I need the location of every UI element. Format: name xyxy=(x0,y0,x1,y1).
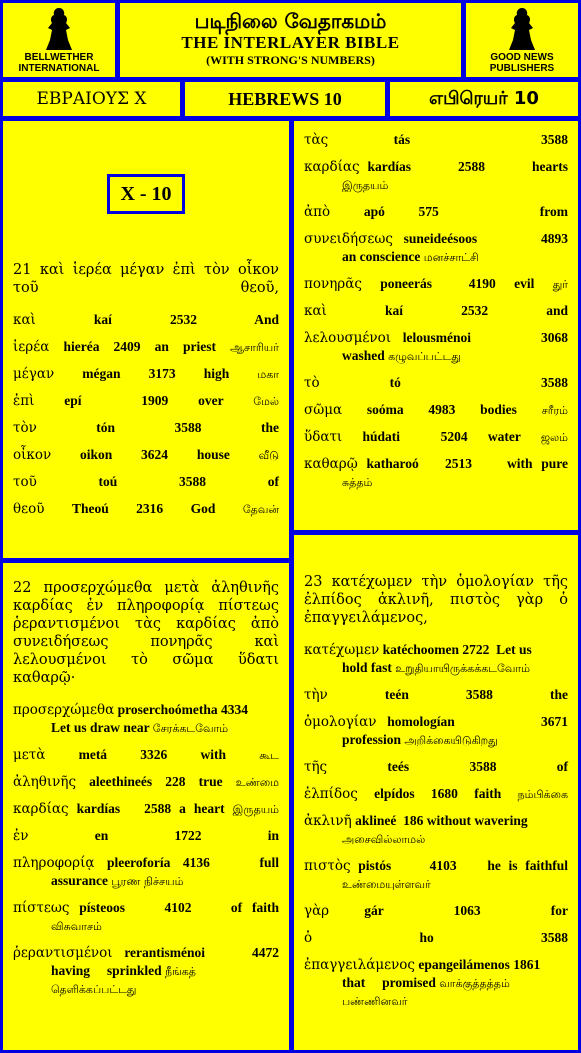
tamil-gloss: ஆசாரியர் xyxy=(230,341,279,354)
transliteration-gloss: kardías 2588 hearts xyxy=(367,159,568,174)
word-entry-line xyxy=(304,902,568,920)
greek-word: καὶ xyxy=(304,303,327,319)
transliteration-gloss: epí 1909 over xyxy=(64,393,224,408)
verse-22-continued-panel xyxy=(291,118,581,533)
verse-23-panel xyxy=(291,532,581,1053)
word-entry xyxy=(13,311,279,329)
word-entry xyxy=(304,812,568,848)
english-gloss: Let us draw near xyxy=(51,720,150,735)
word-entry-line xyxy=(304,428,568,446)
good-news-logo-text: GOOD NEWS PUBLISHERS xyxy=(489,52,555,74)
greek-word: ἐλπίδος xyxy=(304,786,358,802)
transliteration-gloss: húdati 5204 water xyxy=(362,429,521,444)
greek-word: τοῦ xyxy=(13,474,37,490)
transliteration-gloss: soóma 4983 bodies xyxy=(366,402,517,417)
word-entry-line xyxy=(13,446,279,464)
greek-word: ἱερέα xyxy=(13,339,50,355)
greek-word: ὁ xyxy=(304,930,313,946)
greek-word: τῆς xyxy=(304,759,328,775)
transliteration-gloss: mégan 3173 high xyxy=(82,366,230,381)
word-entry xyxy=(304,230,568,266)
tamil-gloss: கூட xyxy=(259,749,280,762)
bellwether-logo-text: BELLWETHER INTERNATIONAL xyxy=(18,52,100,74)
word-entry-line xyxy=(304,203,568,221)
greek-word: οἶκον xyxy=(13,447,52,463)
word-entry-line xyxy=(13,419,279,437)
word-entry-line xyxy=(304,374,568,392)
greek-word: πονηρᾶς xyxy=(304,276,362,292)
english-gloss: having sprinkled xyxy=(51,963,162,978)
tamil-gloss: சுத்தம் xyxy=(342,476,373,489)
tamil-gloss: சேரக்கடவோம் xyxy=(152,722,229,735)
word-entry-line xyxy=(13,311,279,329)
title-block xyxy=(117,0,464,80)
word-entry-line xyxy=(13,800,279,818)
word-entry xyxy=(13,701,279,737)
word-entry xyxy=(304,428,568,446)
word-entry xyxy=(13,827,279,845)
word-entry-continuation xyxy=(304,473,568,491)
word-entry xyxy=(304,158,568,194)
transliteration-gloss: katéchoomen 2722 Let us xyxy=(382,642,532,657)
word-entry-line xyxy=(13,701,279,719)
word-entry-line xyxy=(13,746,279,764)
greek-word: πίστεως xyxy=(13,900,70,916)
transliteration-gloss: pistós 4103 he is faithful xyxy=(358,858,568,873)
transliteration-gloss: kardías 2588 a heart xyxy=(76,801,225,816)
verse-22-word-list xyxy=(13,701,279,998)
word-entry xyxy=(304,275,568,293)
title-sub: (WITH STRONG'S NUMBERS) xyxy=(206,53,375,67)
word-entry xyxy=(13,773,279,791)
tamil-gloss: கழுவப்பட்டது xyxy=(388,350,461,363)
word-entry-line xyxy=(13,827,279,845)
english-gloss: washed xyxy=(342,348,385,363)
greek-word: γὰρ xyxy=(304,903,330,919)
transliteration-gloss: hieréa 2409 an priest xyxy=(63,339,217,354)
title-tamil: படிநிலை வேதாகமம் xyxy=(194,9,387,33)
greek-word: μετὰ xyxy=(13,747,46,763)
chapter-label: X - 10 xyxy=(107,174,185,214)
word-entry-continuation xyxy=(304,659,568,677)
transliteration-gloss: suneideésoos 4893 xyxy=(403,231,569,246)
word-entry xyxy=(13,746,279,764)
word-entry-continuation xyxy=(304,176,568,194)
english-gloss: assurance xyxy=(51,873,108,888)
greek-word: καθαρῷ xyxy=(304,456,358,472)
greek-word: ῥεραντισμένοι xyxy=(13,945,113,961)
transliteration-gloss: písteoos 4102 of faith xyxy=(79,900,280,915)
word-entry xyxy=(304,956,568,1010)
transliteration-gloss: kaí 2532 and xyxy=(384,303,568,318)
greek-word: ἀκλινῆ xyxy=(304,813,352,829)
word-entry xyxy=(13,392,279,410)
verse-21-text: 21 καὶ ἱερέα μέγαν ἐπὶ τὸν οἶκον τοῦ θεοῦ, xyxy=(13,262,279,296)
transliteration-gloss: en 1722 in xyxy=(94,828,279,843)
word-entry-continuation xyxy=(304,830,568,848)
greek-word: προσερχώμεθα xyxy=(13,702,115,718)
greek-word: ἀληθινῆς xyxy=(13,774,77,790)
tamil-gloss: மகா xyxy=(257,368,280,381)
word-entry xyxy=(13,944,279,998)
transliteration-gloss: poneerás 4190 evil xyxy=(380,276,535,291)
transliteration-gloss: tón 3588 the xyxy=(96,420,280,435)
greek-word: τὸ xyxy=(304,375,320,391)
word-entry xyxy=(13,365,279,383)
english-gloss: hold fast xyxy=(342,660,392,675)
word-entry-line xyxy=(304,812,568,830)
transliteration-gloss: apó 575 from xyxy=(363,204,569,219)
greek-word: κατέχωμεν xyxy=(304,642,380,658)
word-entry-continuation xyxy=(13,917,279,935)
word-entry xyxy=(304,455,568,491)
word-entry xyxy=(304,131,568,149)
word-entry-continuation xyxy=(304,731,568,749)
verse-21-panel xyxy=(0,118,292,561)
transliteration-gloss: ho 3588 xyxy=(419,930,568,945)
greek-word: ἀπὸ xyxy=(304,204,331,220)
word-entry xyxy=(13,419,279,437)
greek-word: καὶ xyxy=(13,312,36,328)
greek-word: πληροφορίᾳ xyxy=(13,855,95,871)
greek-word: ὕδατι xyxy=(304,429,343,445)
word-entry-line xyxy=(304,455,568,473)
transliteration-gloss: elpídos 1680 faith xyxy=(374,786,502,801)
greek-word: τὰς xyxy=(304,132,329,148)
book-english-label: HEBREWS 10 xyxy=(228,88,342,109)
word-entry-continuation xyxy=(304,248,568,266)
word-entry xyxy=(304,329,568,365)
transliteration-gloss: toú 3588 of xyxy=(98,474,280,489)
verse-22-continued-word-list xyxy=(304,131,568,491)
transliteration-gloss: aleethineés 228 true xyxy=(89,774,223,789)
word-entry xyxy=(13,338,279,356)
word-entry-line xyxy=(13,773,279,791)
greek-word: μέγαν xyxy=(13,366,55,382)
word-entry-line xyxy=(13,944,279,962)
word-entry-line xyxy=(13,500,279,518)
tamil-gloss: இருதயம் xyxy=(232,803,280,816)
word-entry xyxy=(304,785,568,803)
word-entry-line xyxy=(304,686,568,704)
word-entry xyxy=(304,929,568,947)
word-entry xyxy=(304,374,568,392)
tamil-gloss: வீடு xyxy=(258,449,280,462)
word-entry-line xyxy=(13,473,279,491)
word-entry-line xyxy=(304,275,568,293)
transliteration-gloss: tás 3588 xyxy=(393,132,569,147)
word-entry-line xyxy=(304,785,568,803)
word-entry xyxy=(304,713,568,749)
word-entry xyxy=(13,800,279,818)
word-entry-line xyxy=(304,302,568,320)
word-entry xyxy=(304,302,568,320)
verse-21-word-list xyxy=(13,311,279,518)
greek-word: πιστὸς xyxy=(304,858,351,874)
book-english xyxy=(182,79,388,119)
greek-word: σῶμα xyxy=(304,402,343,418)
tamil-gloss: துர் xyxy=(552,278,568,291)
word-entry xyxy=(304,203,568,221)
tamil-gloss: பூரண நிச்சயம் xyxy=(111,875,184,888)
english-gloss: profession xyxy=(342,732,402,747)
figure-logo-icon xyxy=(502,6,542,52)
transliteration-gloss: katharoó 2513 with pure xyxy=(366,456,568,471)
word-entry xyxy=(13,446,279,464)
transliteration-gloss: metá 3326 with xyxy=(78,747,226,762)
word-entry-line xyxy=(13,854,279,872)
word-entry-line xyxy=(304,401,568,419)
tamil-gloss: வாக்குத்தத்தம் பண்ணினவர் xyxy=(342,977,510,1008)
tamil-gloss: நம்பிக்கை xyxy=(517,788,568,801)
title-main: THE INTERLAYER BIBLE xyxy=(181,33,400,52)
tamil-gloss: நீங்கத் தெளிக்கப்பட்டது xyxy=(51,965,196,996)
greek-word: καρδίας xyxy=(304,159,360,175)
word-entry xyxy=(304,641,568,677)
word-entry xyxy=(304,902,568,920)
word-entry-line xyxy=(304,131,568,149)
greek-word: συνειδήσεως xyxy=(304,231,393,247)
word-entry-line xyxy=(304,758,568,776)
word-entry-line xyxy=(13,392,279,410)
word-entry xyxy=(13,899,279,935)
tamil-gloss: தேவன் xyxy=(242,503,280,516)
word-entry xyxy=(304,758,568,776)
word-entry-line xyxy=(304,329,568,347)
transliteration-gloss: teén 3588 the xyxy=(384,687,569,702)
word-entry xyxy=(13,500,279,518)
transliteration-gloss: tó 3588 xyxy=(389,375,568,390)
word-entry-line xyxy=(13,899,279,917)
greek-word: θεοῦ xyxy=(13,501,45,517)
tamil-gloss: மனச்சாட்சி xyxy=(423,251,479,264)
word-entry-line xyxy=(304,713,568,731)
greek-word: λελουσμένοι xyxy=(304,330,392,346)
word-entry-continuation xyxy=(13,872,279,890)
word-entry-continuation xyxy=(304,875,568,893)
tamil-gloss: விசுவாசம் xyxy=(51,920,102,933)
tamil-gloss: மேல் xyxy=(253,395,279,408)
greek-word: ἐν xyxy=(13,828,29,844)
tamil-gloss: உறுதியாயிருக்கக்கடவோம் xyxy=(395,662,530,675)
verse-23-word-list xyxy=(304,641,568,1010)
transliteration-gloss: Theoú 2316 God xyxy=(71,501,216,516)
tamil-gloss: உண்மையுள்ளவர் xyxy=(342,878,431,891)
tamil-gloss: இருதயம் xyxy=(342,179,389,192)
word-entry xyxy=(304,401,568,419)
word-entry-line xyxy=(304,857,568,875)
transliteration-gloss: homologían 3671 xyxy=(387,714,569,729)
book-tamil xyxy=(387,79,581,119)
good-news-logo xyxy=(463,0,581,80)
word-entry-continuation xyxy=(304,974,568,1010)
word-entry xyxy=(13,473,279,491)
tamil-gloss: அசைவில்லாமல் xyxy=(342,833,426,846)
book-greek-label: ΕΒΡΑΙΟΥΣ Χ xyxy=(36,89,147,109)
greek-word: ἐπαγγειλάμενος xyxy=(304,957,415,973)
tamil-gloss: சரீரம் xyxy=(541,404,569,417)
transliteration-gloss: lelousménoi 3068 xyxy=(402,330,568,345)
verse-22-text: 22 προσερχώμεθα μετὰ ἀληθινῆς καρδίας ἐν πληροφορίᾳ πίστεως ῥεραντισμένοι τὰς καρδίας ἀπὸ συνειδήσεως πονηρᾶς καὶ λελουσμένοι τὸ σῶμα ὕδατι καθαρῷ· xyxy=(13,580,279,686)
transliteration-gloss: rerantisménoi 4472 xyxy=(124,945,279,960)
tamil-gloss: அறிக்கையிடுகிறது xyxy=(404,734,498,747)
book-tamil-label: எபிரெயர் 10 xyxy=(429,87,539,109)
transliteration-gloss: gár 1063 for xyxy=(364,903,568,918)
verse-23-text: 23 κατέχωμεν τὴν ὁμολογίαν τῆς ἐλπίδος ἀκλινῆ, πιστὸς γὰρ ὁ ἐπαγγειλάμενος, xyxy=(304,574,568,626)
word-entry-continuation xyxy=(13,719,279,737)
transliteration-gloss: kaí 2532 And xyxy=(93,312,280,327)
transliteration-gloss: proserchoómetha 4334 xyxy=(117,702,249,717)
bellwether-logo xyxy=(0,0,118,80)
verse-22-panel xyxy=(0,560,292,1053)
book-greek xyxy=(0,79,183,119)
greek-word: ὁμολογίαν xyxy=(304,714,377,730)
transliteration-gloss: aklineé 186 without wavering xyxy=(355,813,528,828)
word-entry-line xyxy=(13,338,279,356)
word-entry-line xyxy=(304,929,568,947)
tamil-gloss: ஜலம் xyxy=(540,431,569,444)
greek-word: τὸν xyxy=(13,420,37,436)
transliteration-gloss: epangeilámenos 1861 xyxy=(418,957,541,972)
english-gloss: that promised xyxy=(342,975,436,990)
greek-word: τὴν xyxy=(304,687,328,703)
word-entry xyxy=(304,686,568,704)
transliteration-gloss: pleeroforía 4136 full xyxy=(106,855,280,870)
greek-word: ἐπὶ xyxy=(13,393,35,409)
word-entry-line xyxy=(304,641,568,659)
figure-logo-icon xyxy=(39,6,79,52)
word-entry-line xyxy=(304,158,568,176)
word-entry-continuation xyxy=(304,347,568,365)
word-entry-line xyxy=(304,230,568,248)
transliteration-gloss: oikon 3624 house xyxy=(80,447,230,462)
greek-word: καρδίας xyxy=(13,801,69,817)
transliteration-gloss: teés 3588 of xyxy=(387,759,568,774)
word-entry xyxy=(13,854,279,890)
word-entry-line xyxy=(13,365,279,383)
word-entry xyxy=(304,857,568,893)
word-entry-line xyxy=(304,956,568,974)
word-entry-continuation xyxy=(13,962,279,998)
tamil-gloss: உண்மை xyxy=(235,776,280,789)
english-gloss: an conscience xyxy=(342,249,421,264)
